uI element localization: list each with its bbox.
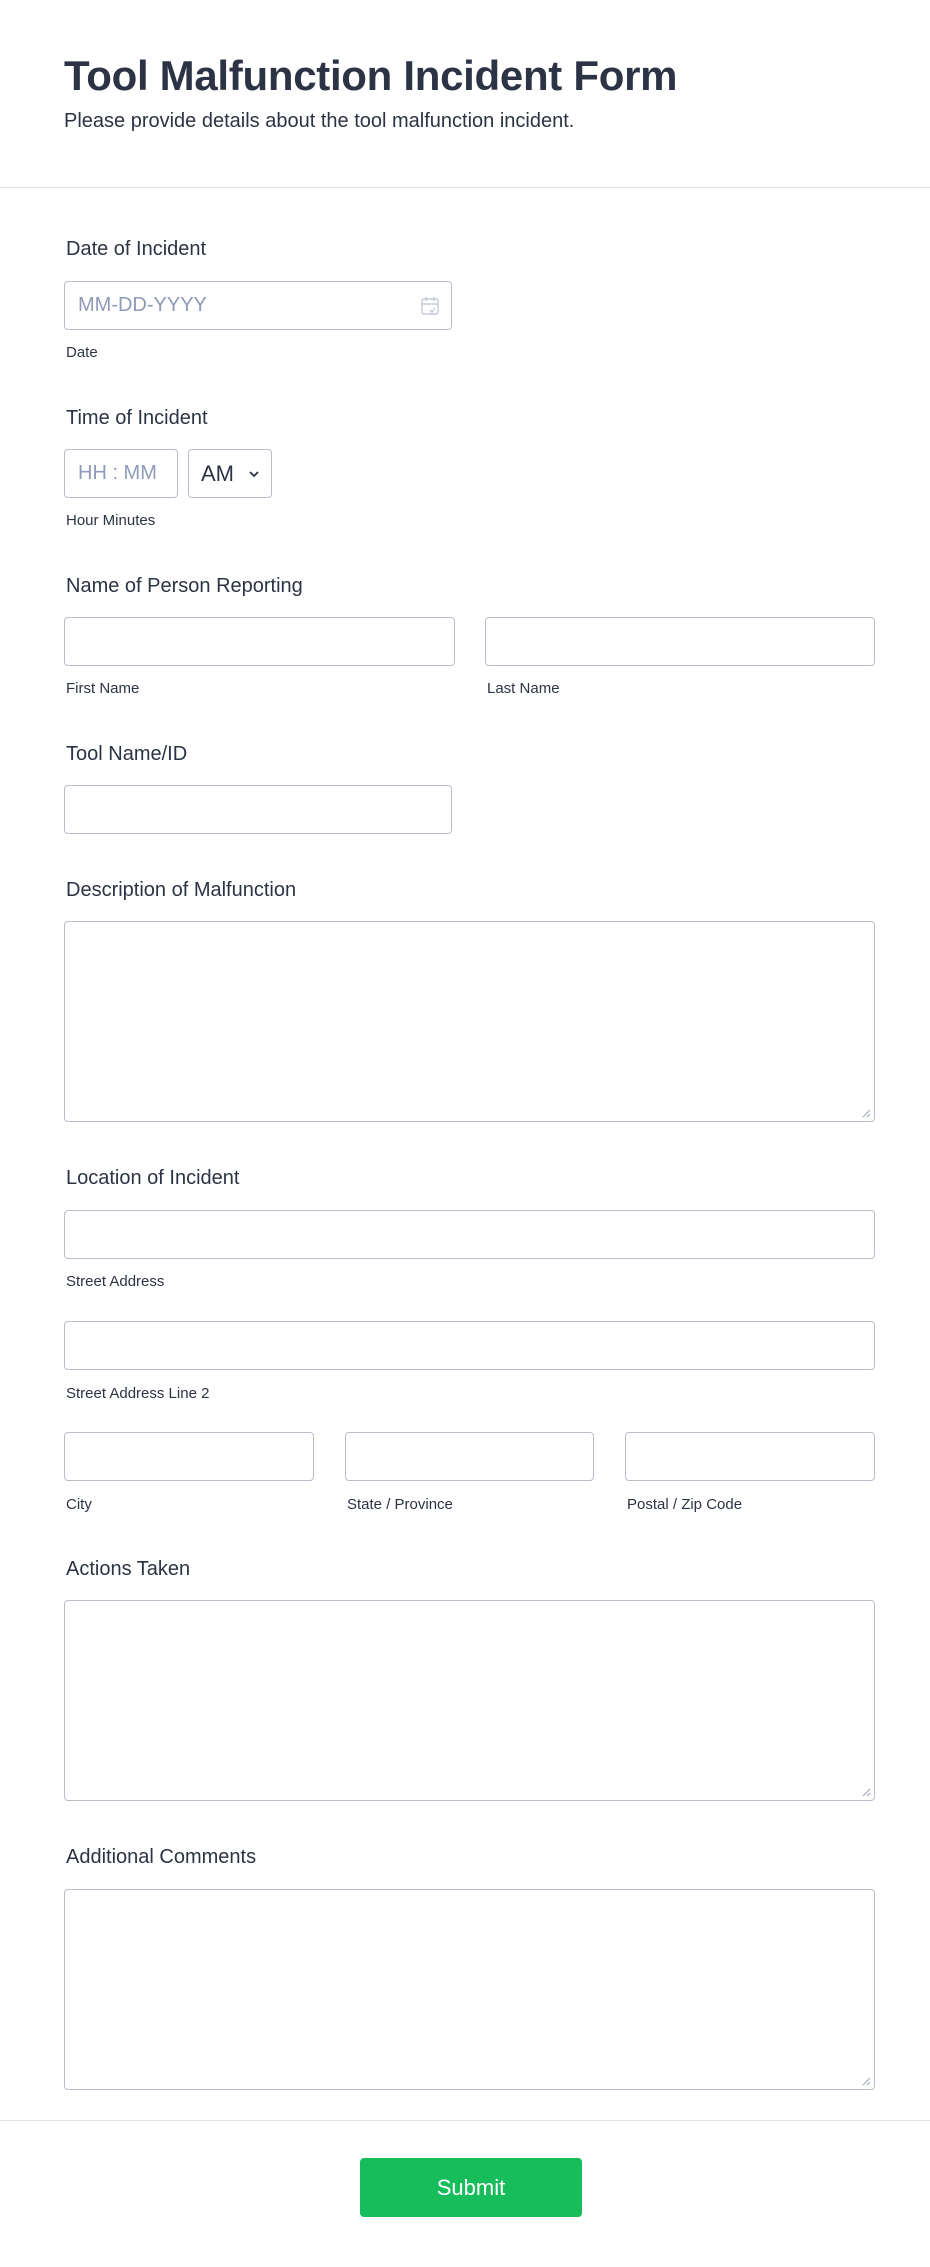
state-sublabel: State / Province <box>347 1496 453 1513</box>
street-address-2-sublabel: Street Address Line 2 <box>66 1385 210 1402</box>
first-name-input[interactable] <box>64 617 455 666</box>
city-input[interactable] <box>64 1432 314 1481</box>
zip-sublabel: Postal / Zip Code <box>627 1496 743 1513</box>
resize-handle-icon[interactable] <box>861 1787 871 1797</box>
calendar-icon[interactable] <box>421 296 439 316</box>
name-label: Name of Person Reporting <box>66 575 303 597</box>
last-name-sublabel: Last Name <box>487 680 560 697</box>
chevron-down-icon <box>247 467 261 481</box>
date-placeholder: MM-DD-YYYY <box>78 294 207 316</box>
time-sublabel: Hour Minutes <box>66 512 156 529</box>
date-sublabel: Date <box>66 344 98 361</box>
time-input[interactable] <box>64 449 178 498</box>
state-input[interactable] <box>345 1432 594 1481</box>
city-sublabel: City <box>66 1496 92 1513</box>
time-placeholder: HH : MM <box>78 462 157 484</box>
last-name-input[interactable] <box>485 617 875 666</box>
date-input[interactable] <box>64 281 452 330</box>
ampm-select[interactable] <box>188 449 272 498</box>
form-subtitle: Please provide details about the tool malfunction incident. <box>64 110 575 132</box>
actions-label: Actions Taken <box>66 1558 191 1580</box>
street-address-sublabel: Street Address <box>66 1273 165 1290</box>
ampm-value: AM <box>201 461 234 486</box>
actions-textarea[interactable] <box>64 1600 875 1801</box>
first-name-sublabel: First Name <box>66 680 140 697</box>
comments-textarea[interactable] <box>64 1889 875 2090</box>
street-address-2-input[interactable] <box>64 1321 875 1370</box>
submit-button[interactable]: Submit <box>360 2158 582 2217</box>
date-label: Date of Incident <box>66 238 207 260</box>
description-textarea[interactable] <box>64 921 875 1122</box>
street-address-input[interactable] <box>64 1210 875 1259</box>
description-label: Description of Malfunction <box>66 879 297 901</box>
resize-handle-icon[interactable] <box>861 1108 871 1118</box>
form-header <box>0 0 930 188</box>
tool-label: Tool Name/ID <box>66 743 188 765</box>
resize-handle-icon[interactable] <box>861 2076 871 2086</box>
footer-divider <box>0 2120 930 2121</box>
time-label: Time of Incident <box>66 407 208 429</box>
comments-label: Additional Comments <box>66 1846 257 1868</box>
form-title: Tool Malfunction Incident Form <box>64 52 678 99</box>
location-label: Location of Incident <box>66 1167 240 1189</box>
zip-input[interactable] <box>625 1432 875 1481</box>
tool-name-input[interactable] <box>64 785 452 834</box>
